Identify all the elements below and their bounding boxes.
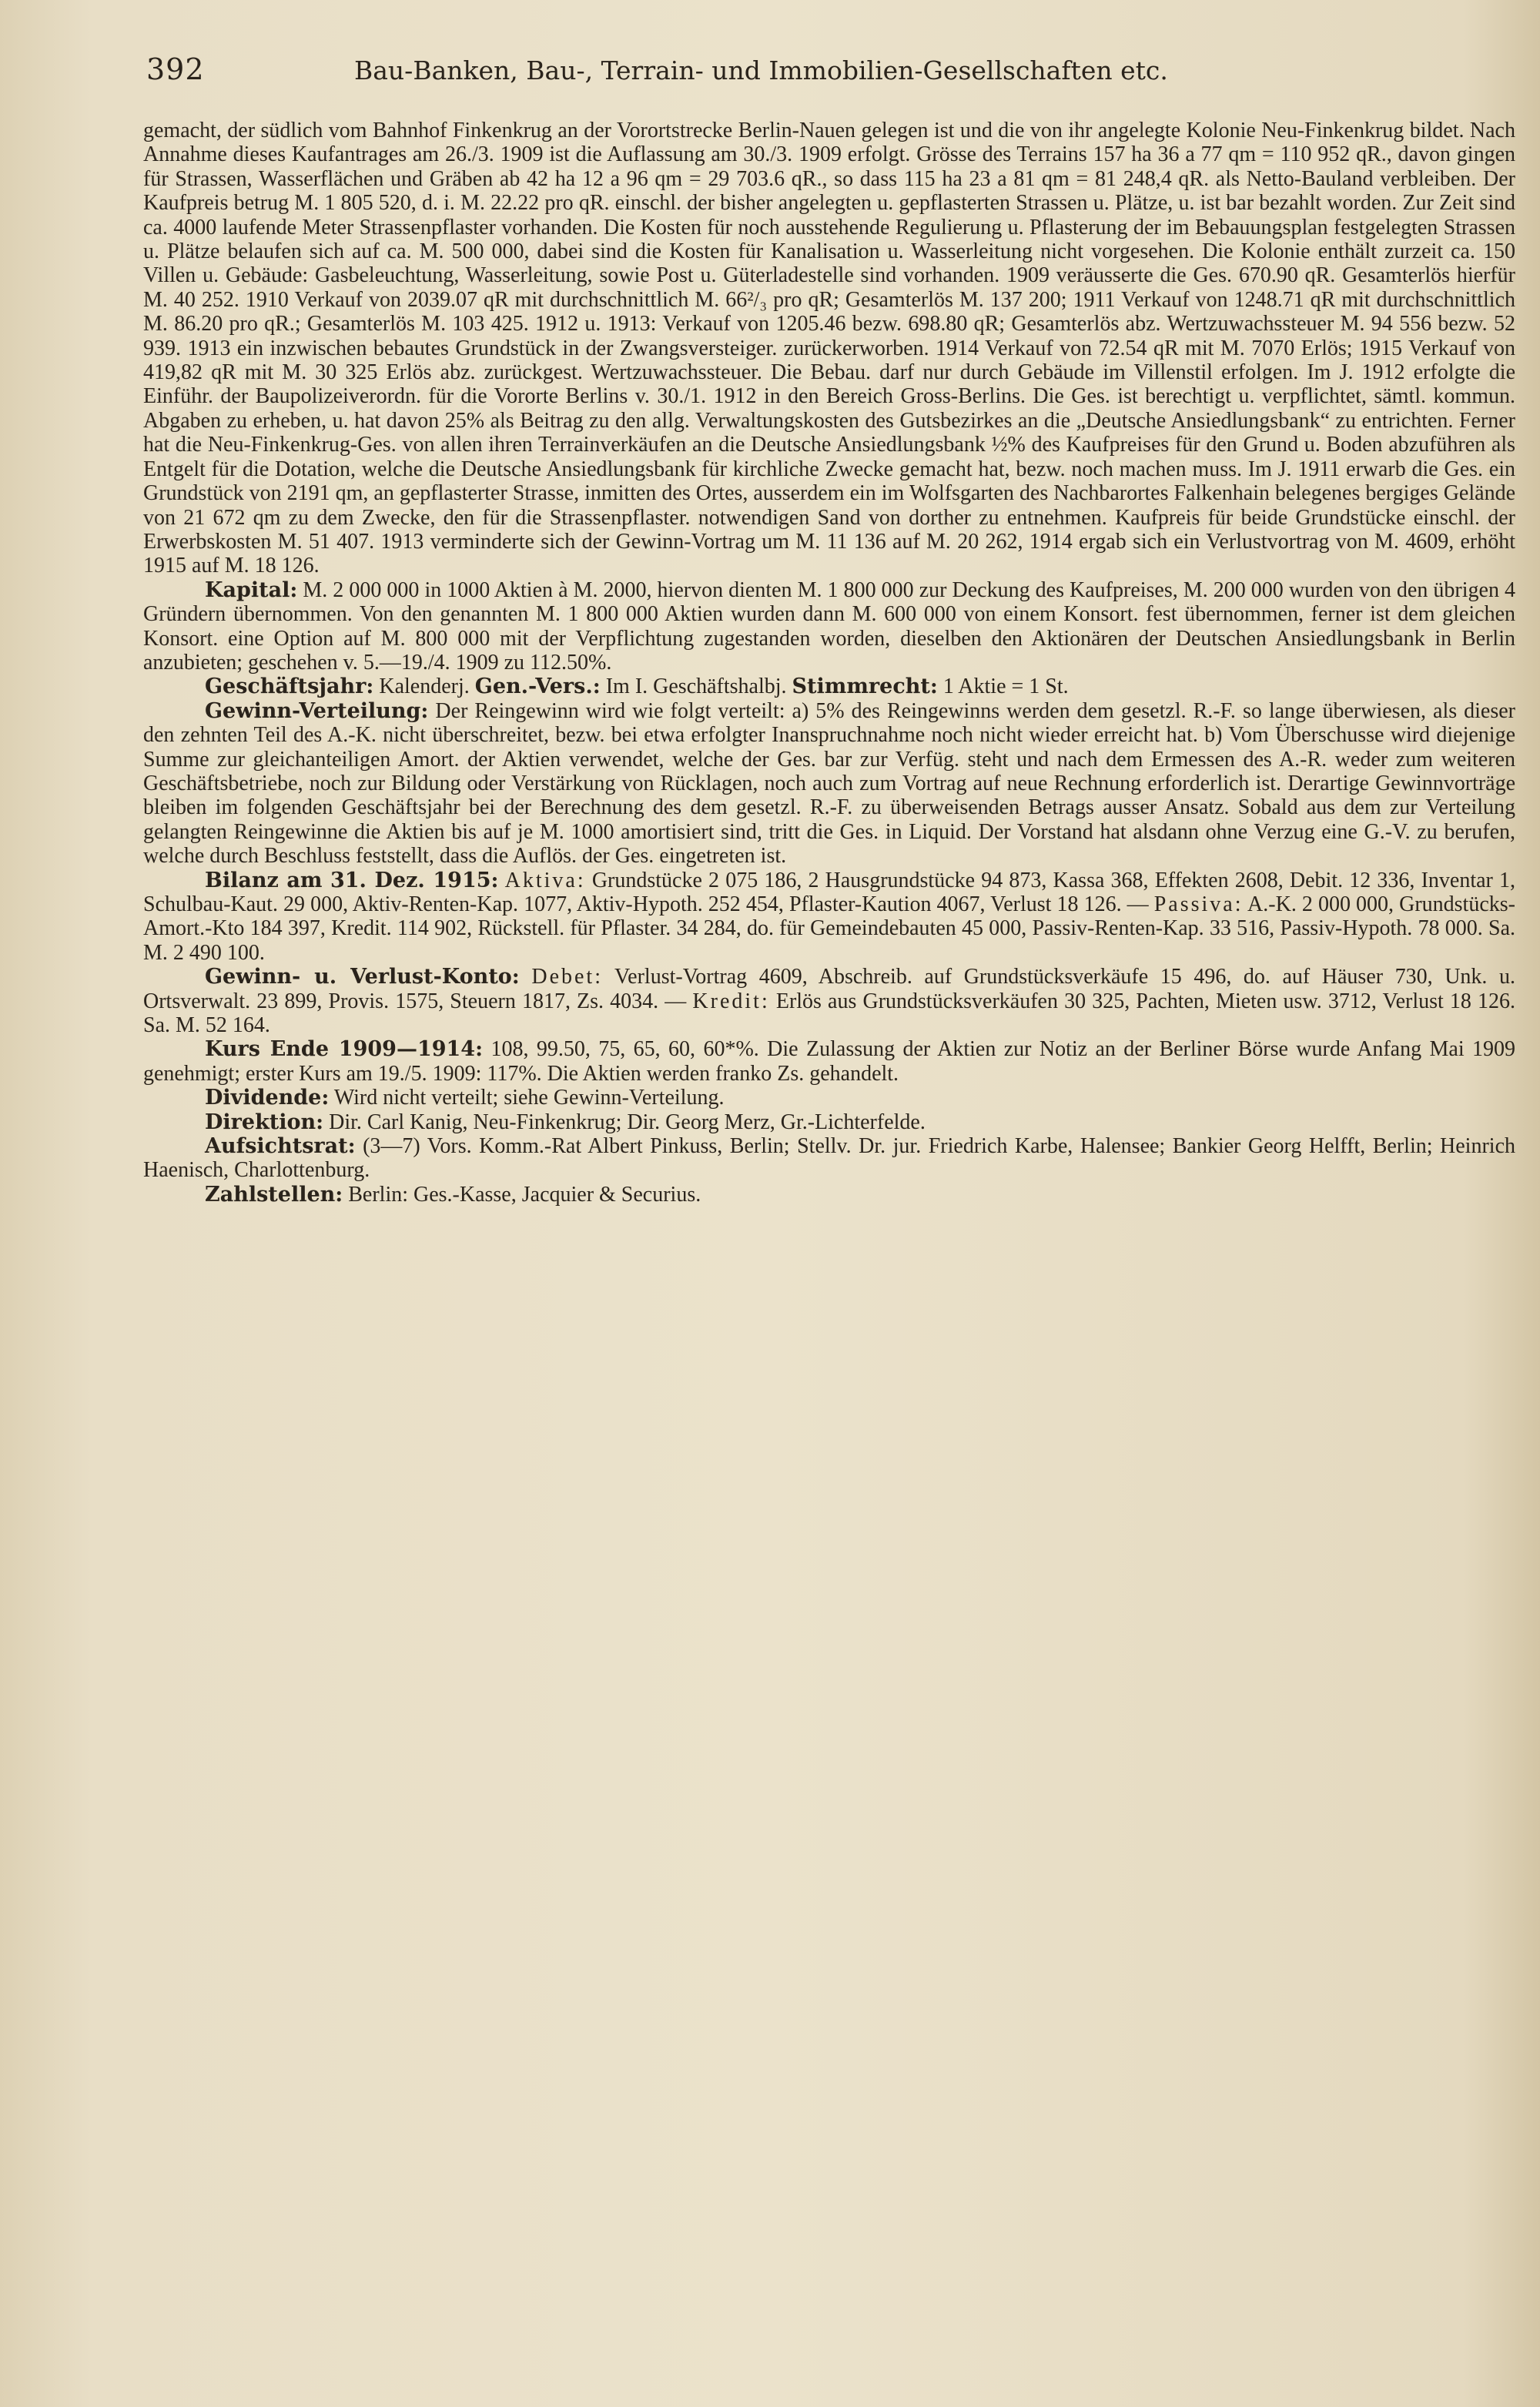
passiva-text: A.-K. 2 000 000, Grundstücks-Amort.-Kto 184 397, Kredit. 114 902, Rückstell. für Pflaster. 34 284, do. für Gemeindebauten 45 000, Passiv-Renten-Kap. 33 516, Passiv-Hypoth. 78 000. Sa. M. 2 490 100. [143,892,1515,965]
geschaeftsjahr-text: Kalenderj. [379,675,470,699]
zahlstellen-text: Berlin: Ges.-Kasse, Jacquier & Securius. [348,1182,701,1207]
article-body [143,119,1515,1207]
kurs-text: 108, 99.50, 75, 65, 60, 60*%. Die Zulassung der Aktien zur Notiz an der Berliner Börse wurde Anfang Mai 1909 genehmigt; erster Kurs am 19./5. 1909: 117%. Die Aktien werden franko Zs. gehandelt. [143,1037,1516,1086]
dividende-section [143,1086,1515,1110]
aufsichtsrat-section [143,1134,1515,1183]
kapital-section [143,578,1515,675]
zahlstellen-label: Zahlstellen: [205,1182,343,1207]
direktion-label: Direktion: [205,1110,324,1134]
intro-paragraph: gemacht, der südlich vom Bahnhof Finkenkrug an der Vorortstrecke Berlin-Nauen gelegen ist und die von ihr angelegte Kolonie Neu-Finkenkrug bildet. Nach Annahme dieses Kaufantrages am 26./3. 1909 ist die Auflassung am 30./3. 1909 erfolgt. Grösse des Terrains 157 ha 36 a 77 qm = 110 952 qR., davon gingen für Strassen, Wasserflächen und Gräben ab 42 ha 12 a 96 qm = 29 703.6 qR., so dass 115 ha 23 a 81 qm = 81 248,4 qR. als Netto-Bauland verbleiben. Der Kaufpreis betrug M. 1 805 520, d. i. M. 22.22 pro qR. einschl. der bisher angelegten u. gepflasterten Strassen u. Plätze, u. ist bar bezahlt worden. Zur Zeit sind ca. 4000 laufende Meter Strassenpflaster vorhanden. Die Kosten für noch ausstehende Regulierung u. Pflasterung der im Bebauungsplan festgelegten Strassen u. Plätze belaufen sich auf ca. M. 500 000, dabei sind die Kosten für Kanalisation u. Wasserleitung nicht vorgesehen. Die Kolonie enthält zurzeit ca. 150 Villen u. Gebäude: Gasbeleuchtung, Wasserleitung, sowie Post u. Güterladestelle sind vorhanden. 1909 veräusserte die Ges. 670.90 qR. Gesamterlös hierfür M. 40 252. 1910 Verkauf von 2039.07 qR mit durchschnittlich M. 66²/₃ pro qR; Gesamterlös M. 137 200; 1911 Verkauf von 1248.71 qR mit durchschnittlich M. 86.20 pro qR.; Gesamterlös M. 103 425. 1912 u. 1913: Verkauf von 1205.46 bezw. 698.80 qR; Gesamterlös abz. Wertzuwachssteuer M. 94 556 bezw. 52 939. 1913 ein inzwischen bebautes Grundstück in der Zwangsversteiger. zurückerworben. 1914 Verkauf von 72.54 qR mit M. 7070 Erlös; 1915 Verkauf von 419,82 qR mit M. 30 325 Erlös abz. zurückgest. Wertzuwachssteuer. Die Bebau. darf nur durch Gebäude im Villenstil erfolgen. Im J. 1912 erfolgte die Einführ. der Baupolizeiverordn. für die Vororte Berlins v. 30./1. 1912 in den Bereich Gross-Berlins. Die Ges. ist berechtigt u. verpflichtet, sämtl. kommun. Abgaben zu erheben, u. hat davon 25% als Beitrag zu den allg. Verwaltungskosten des Gutsbezirkes an die „Deutsche Ansiedlungsbank“ zu entrichten. Ferner hat die Neu-Finkenkrug-Ges. von allen ihren Terrainverkäufen an die Deutsche Ansiedlungsbank ½% des Kaufpreises für den Grund u. Boden abzuführen als Entgelt für die Dotation, welche die Deutsche Ansiedlungsbank für kirchliche Zwecke gemacht hat, bezw. noch machen muss. Im J. 1911 erwarb die Ges. ein Grundstück von 2191 qm, an gepflasterter Strasse, inmitten des Ortes, ausserdem ein im Wolfsgarten des Nachbarortes Falkenhain belegenes bergiges Gelände von 21 672 qm zu dem Zwecke, den für die Strassenpflaster. notwendigen Sand von dorther zu entnehmen. Kaufpreis für beide Grundstücke einschl. der Erwerbskosten M. 51 407. 1913 verminderte sich der Gewinn-Vortrag um M. 11 136 auf M. 20 262, 1914 ergab sich ein Verlustvortrag von M. 4609, erhöht 1915 auf M. 18 126. [143,119,1515,578]
direktion-section [143,1110,1515,1134]
aufsichtsrat-text: (3—7) Vors. Komm.-Rat Albert Pinkuss, Berlin; Stellv. Dr. jur. Friedrich Karbe, Halensee; Bankier Georg Helfft, Berlin; Heinrich Haenisch, Charlottenburg. [143,1134,1515,1183]
kredit-label: Kredit: [692,989,770,1013]
dividende-label: Dividende: [205,1086,330,1110]
debet-label: Debet: [531,965,603,989]
kurs-label: Kurs Ende 1909—1914: [205,1037,484,1062]
aktiva-label: Aktiva: [504,868,586,892]
meta-section [143,675,1515,698]
running-title: Bau-Banken, Bau-, Terrain- und Immobilien-Gesellschaften etc. [354,55,1168,85]
kapital-text: M. 2 000 000 in 1000 Aktien à M. 2000, hiervon dienten M. 1 800 000 zur Deckung des Kaufpreises, M. 200 000 wurden von den übrigen 4 Gründern übernommen. Von den genannten M. 1 800 000 Aktien wurden dann M. 600 000 von einem Konsort. fest übernommen, ferner ist dem gleichen Konsort. eine Option auf M. 800 000 mit der Verpflichtung zugestanden worden, dieselben den Aktionären der Deutschen Ansiedlungsbank in Berlin anzubieten; geschehen v. 5.—19./4. 1909 zu 112.50%. [143,577,1515,675]
kurs-section [143,1037,1515,1086]
bilanz-section [143,869,1515,966]
bilanz-label: Bilanz am 31. Dez. 1915: [205,868,499,892]
direktion-text: Dir. Carl Kanig, Neu-Finkenkrug; Dir. Georg Merz, Gr.-Lichterfelde. [329,1110,926,1134]
aktiva-text: Grundstücke 2 075 186, 2 Hausgrundstücke 94 873, Kassa 368, Effekten 2608, Debit. 12 336, Inventar 1, Schulbau-Kaut. 29 000, Aktiv-Renten-Kap. 1077, Aktiv-Hypoth. 252 454, Pflaster-Kaution 4067, Verlust 18 126. — [143,868,1516,916]
gen-vers-label: Gen.-Vers.: [474,675,601,699]
aufsichtsrat-label: Aufsichtsrat: [205,1134,356,1159]
gewinn-text: Der Reingewinn wird wie folgt verteilt: a) 5% des Reingewinns werden dem gesetzl. R.-F. so lange überwiesen, als dieser den zehnten Teil des A.-K. nicht überschreitet, bezw. bei etwa erfolgter Inanspruchnahme noch nicht wieder erreicht hat. b) Vom Überschusse wird diejenige Summe zur gleichanteiligen Amort. der Aktien verwendet, welche der Ges. bar zur Verfüg. steht und nach dem Ermessen des A.-R. weder zum weiteren Geschäftsbetriebe, noch zur Bildung oder Verstärkung von Rücklagen, noch auch zum Vortrag auf neue Rechnung erforderlich ist. Derartige Gewinnvorträge bleiben im folgenden Geschäftsjahr bei der Berechnung des dem gesetzl. R.-F. zu überweisenden Betrags ausser Ansatz. Sobald aus dem zur Verteilung gelangten Reingewinne die Aktien bis auf je M. 1000 amortisiert sind, tritt die Ges. in Liquid. Der Vorstand hat alsdann ohne Verzug eine G.-V. zu berufen, welche durch Beschluss feststellt, dass die Auflös. der Ges. eingetreten ist. [143,698,1516,869]
page-number: 392 [146,52,205,86]
kapital-label: Kapital: [205,577,298,602]
zahlstellen-section [143,1183,1515,1207]
stimmrecht-label: Stimmrecht: [792,675,938,699]
guv-section [143,965,1515,1037]
kredit-text: Erlös aus Grundstücksverkäufen 30 325, Pachten, Mieten usw. 3712, Verlust 18 126. Sa. M. 52 164. [143,989,1516,1038]
page-header [146,52,1378,91]
geschaeftsjahr-label: Geschäftsjahr: [205,675,374,699]
debet-text: Verlust-Vortrag 4609, Abschreib. auf Grundstücksverkäufe 15 496, do. auf Häuser 730, Unk. u. Ortsverwalt. 23 899, Provis. 1575, Steuern 1817, Zs. 4034. — [143,965,1515,1013]
gewinn-label: Gewinn-Verteilung: [205,698,429,723]
passiva-label: Passiva: [1153,892,1244,916]
gewinn-section [143,699,1515,869]
gen-vers-text: Im I. Geschäftshalbj. [605,675,787,699]
dividende-text: Wird nicht verteilt; siehe Gewinn-Verteilung. [333,1086,725,1110]
guv-label: Gewinn- u. Verlust-Konto: [205,965,520,989]
stimmrecht-text: 1 Aktie = 1 St. [942,675,1069,699]
